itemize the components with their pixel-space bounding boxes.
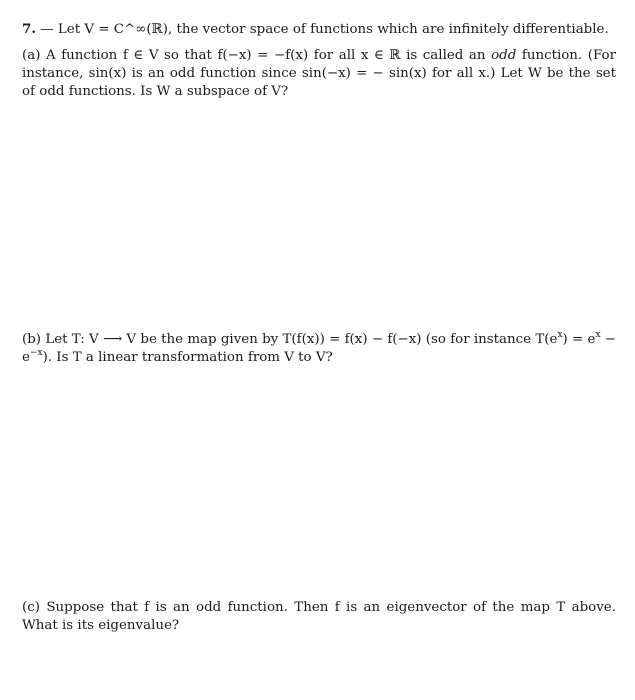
problem-intro	[22, 20, 616, 39]
problem-dash: —	[40, 22, 54, 37]
part-b-sup-1: x	[557, 330, 563, 340]
part-a-text-2: function. (For instance, sin(x) is an odd function since sin(−x) = − sin(x) for all x.) Let W be the set of odd functions. Is W a subspace of V?	[22, 48, 616, 99]
part-c-text: Suppose that f is an odd function. Then f is an eigenvector of the map T above. What is its eigenvalue?	[22, 600, 616, 633]
part-b-sup-3: −x	[29, 348, 43, 358]
part-a-text-1: A function f ∈ V so that f(−x) = −f(x) for all x ∈ ℝ is called an	[46, 48, 486, 63]
part-b-text-1: Let T: V ⟶ V be the map given by T(f(x)) = f(x) − f(−x) (so for instance T(e	[45, 332, 558, 347]
part-c	[22, 599, 616, 635]
problem-intro-text: Let V = C^∞(ℝ), the vector space of functions which are infinitely differentiable.	[57, 22, 609, 37]
part-a-emphasis: odd	[491, 48, 517, 63]
part-b-label: (b)	[22, 332, 42, 347]
part-b-text-3: − e	[22, 332, 617, 365]
problem-number: 7.	[22, 21, 36, 37]
part-b	[22, 331, 616, 367]
part-b-text-4: ). Is T a linear transformation from V to V?	[42, 350, 333, 365]
part-a-label: (a)	[22, 48, 41, 63]
part-c-label: (c)	[22, 600, 40, 615]
part-a	[22, 47, 616, 101]
part-b-sup-2: x	[595, 330, 601, 340]
part-b-text-2: ) = e	[562, 332, 596, 347]
